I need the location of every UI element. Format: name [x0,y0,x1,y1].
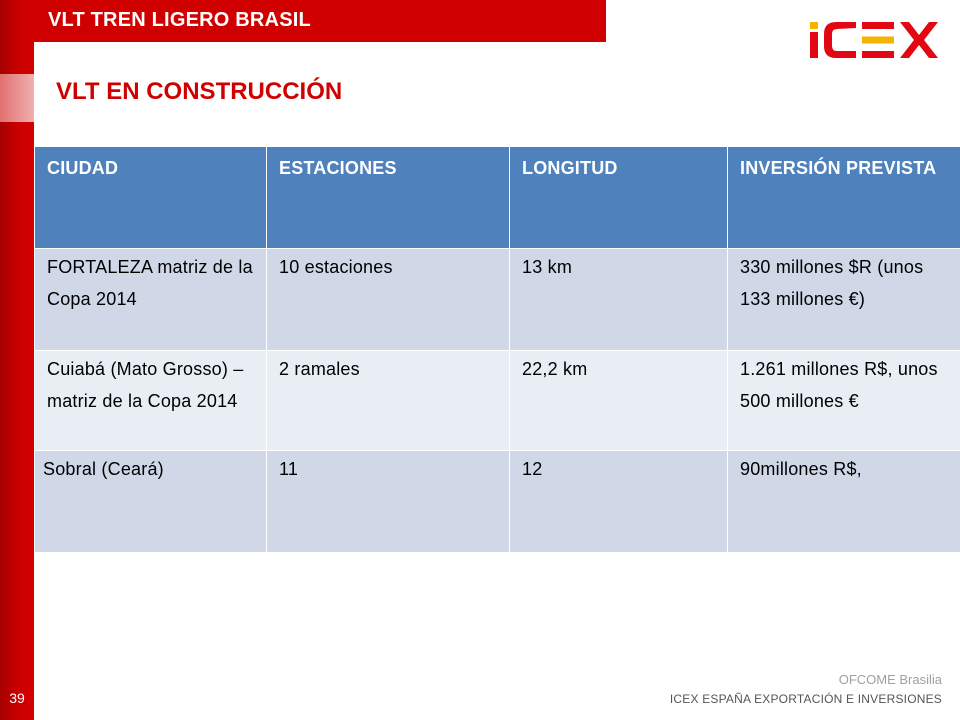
footer-office: OFCOME Brasilia [838,672,942,687]
footer-organization: ICEX ESPAÑA EXPORTACIÓN E INVERSIONES [669,692,942,706]
cell-estaciones: 11 [267,451,510,553]
logo-text [808,60,809,61]
page-title: VLT EN CONSTRUCCIÓN [56,78,343,105]
table-row [35,351,960,451]
banner-title: VLT TREN LIGERO BRASIL [48,9,311,31]
header-longitud: LONGITUD [510,147,728,249]
header-ciudad: CIUDAD [35,147,267,249]
cell-longitud: 12 [510,451,728,553]
cell-ciudad: FORTALEZA matriz de la Copa 2014 [35,249,267,351]
page-number: 39 [9,690,25,706]
cell-estaciones: 2 ramales [267,351,510,451]
cell-ciudad: Cuiabá (Mato Grosso) –matriz de la Copa 2014 [35,351,267,451]
header-estaciones: ESTACIONES [267,147,510,249]
icex-logo [808,20,942,60]
left-accent-highlight [0,74,34,122]
table-header-row [35,147,960,249]
table-row [35,249,960,351]
cell-longitud: 13 km [510,249,728,351]
cell-inversion: 330 millones $R (unos 133 millones €) [728,249,960,351]
cell-estaciones: 10 estaciones [267,249,510,351]
cell-inversion: 1.261 millones R$, unos 500 millones € [728,351,960,451]
table-row [35,451,960,553]
cell-ciudad: Sobral (Ceará) [35,451,267,553]
cell-inversion: 90millones R$, [728,451,960,553]
cell-longitud: 22,2 km [510,351,728,451]
header-inversion: INVERSIÓN PREVISTA [728,147,960,249]
data-table [34,146,960,553]
